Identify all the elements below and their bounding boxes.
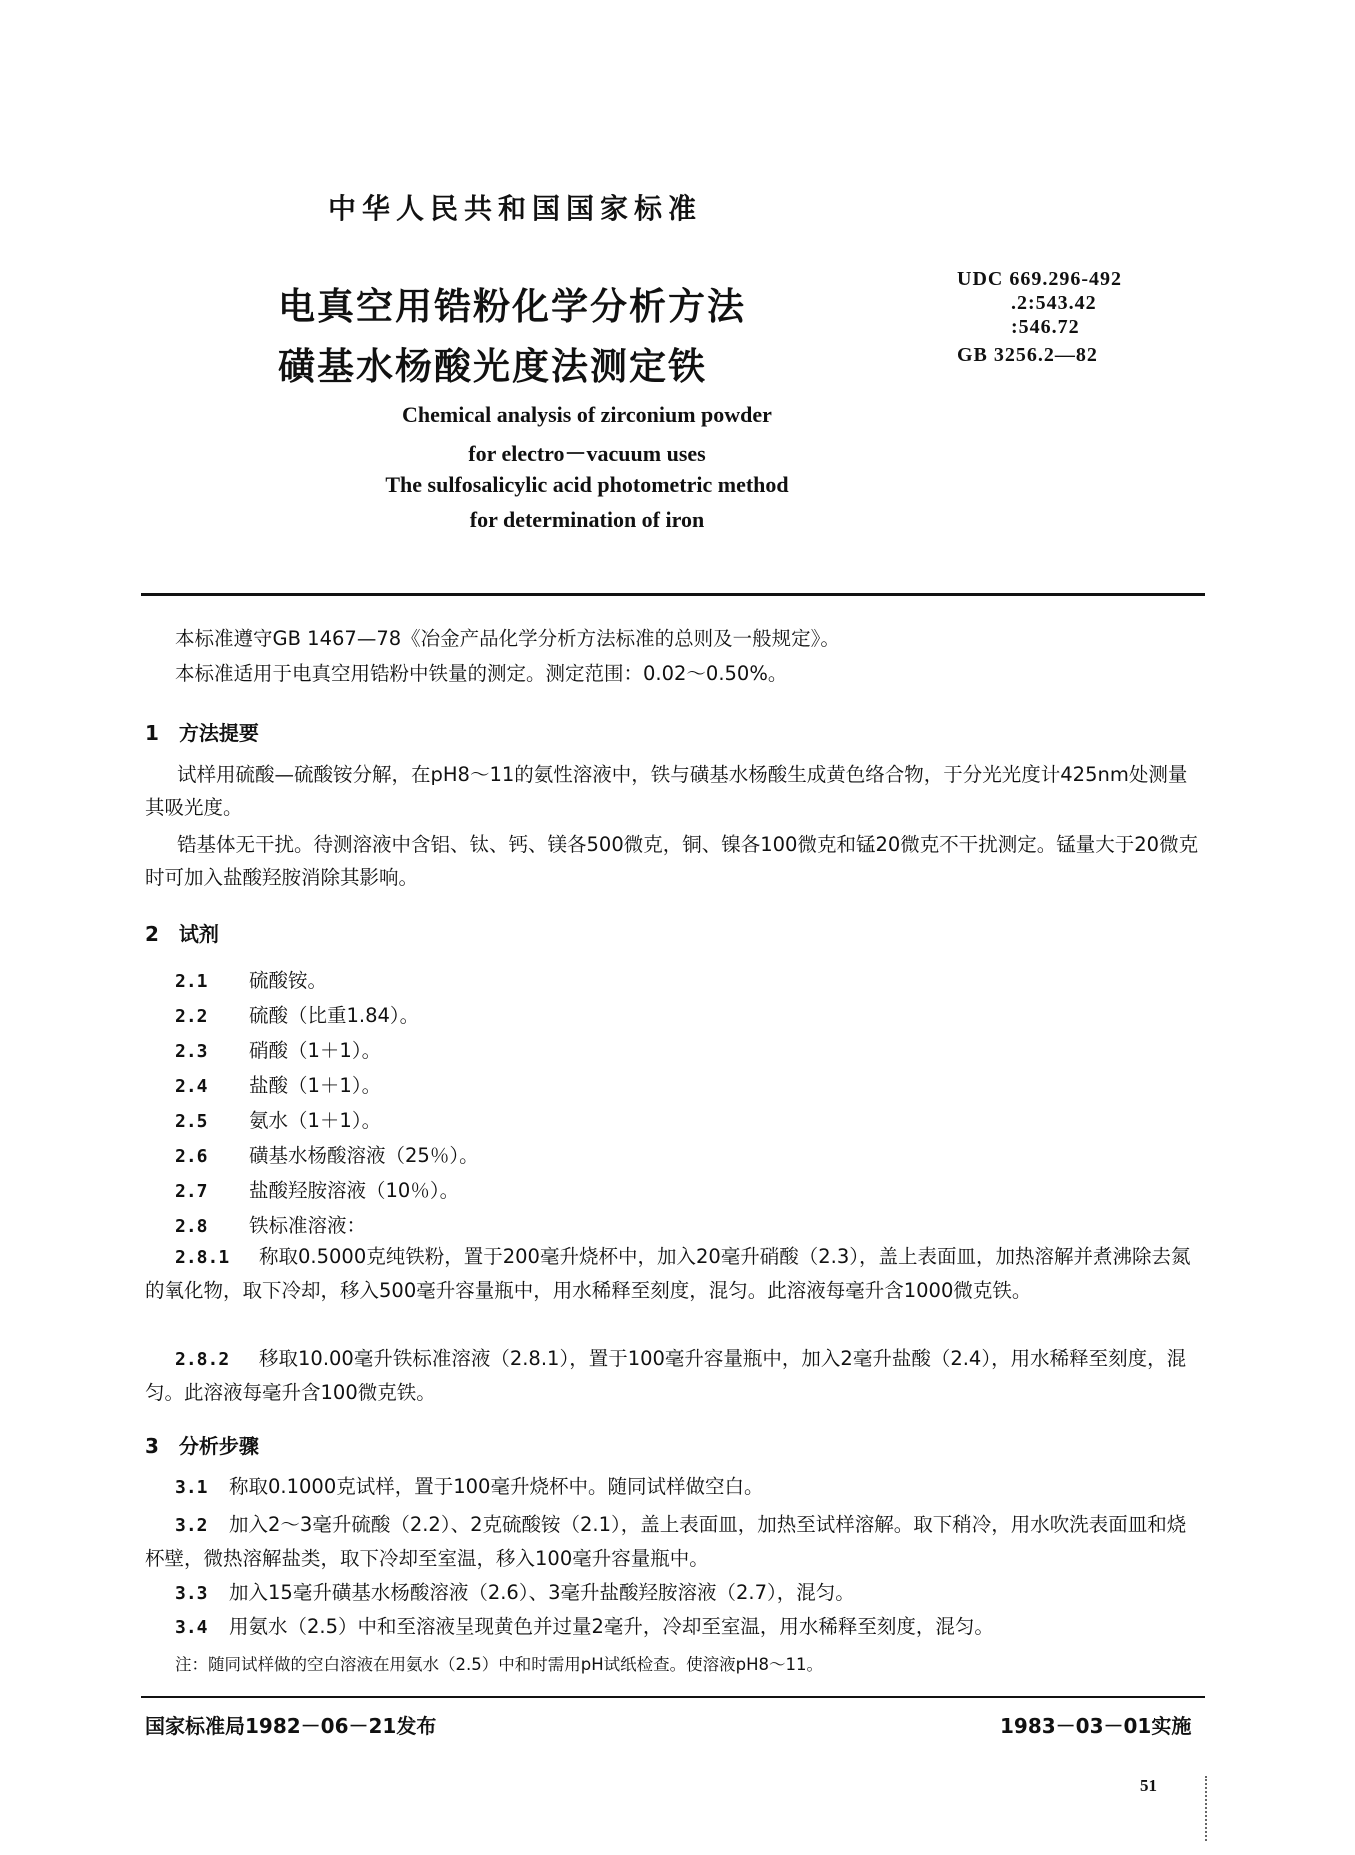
reagent-item (175, 965, 327, 993)
item-number: 2.4 (175, 1076, 208, 1097)
top-divider (141, 593, 1205, 596)
reagent-item (175, 1140, 479, 1168)
issue-date: 国家标准局1982－06－21发布 (145, 1714, 437, 1738)
note-text: 注：随同试样做的空白溶液在用氨水（2.5）中和时需用pH试纸检查。使溶液pH8～11。 (175, 1655, 823, 1674)
paragraph-text: 移取10.00毫升铁标准溶液（2.8.1），置于100毫升容量瓶中，加入2毫升盐酸（2.4），用水稀释至刻度，混匀。此溶液每毫升含100微克铁。 (145, 1347, 1187, 1404)
paragraph-2-8-2 (145, 1342, 1205, 1409)
document-header: 中华人民共和国国家标准 (328, 192, 703, 225)
item-number: 2.8 (175, 1216, 208, 1237)
item-text: 硝酸（1＋1）。 (249, 1039, 382, 1062)
reagent-item (175, 1210, 366, 1238)
title-en-line2: for electro－vacuum uses (468, 441, 706, 466)
item-text: 盐酸（1＋1）。 (249, 1074, 382, 1097)
item-number: 2.1 (175, 971, 208, 992)
intro-line1: 本标准遵守GB 1467—78《冶金产品化学分析方法标准的总则及一般规定》。 (175, 627, 840, 650)
section-1-para1: 试样用硫酸—硫酸铵分解，在pH8～11的氨性溶液中，铁与磺基水杨酸生成黄色络合物，于分光光度计425nm处测量其吸光度。 (145, 763, 1188, 819)
item-text: 磺基水杨酸溶液（25％）。 (249, 1144, 479, 1167)
section-1-para2: 锆基体无干扰。待测溶液中含铝、钛、钙、镁各500微克，铜、镍各100微克和锰20微克不干扰测定。锰量大于20微克时可加入盐酸羟胺消除其影响。 (145, 833, 1199, 889)
item-number: 2.5 (175, 1111, 208, 1132)
paragraph-text: 称取0.5000克纯铁粉，置于200毫升烧杯中，加入20毫升硝酸（2.3），盖上表面皿，加热溶解并煮沸除去氮的氧化物，取下冷却，移入500毫升容量瓶中，用水稀释至刻度，混匀。此溶液每毫升含1000微克铁。 (145, 1245, 1191, 1302)
step-number: 3.3 (175, 1583, 208, 1604)
item-number: 2.2 (175, 1006, 208, 1027)
item-text: 铁标准溶液： (249, 1214, 367, 1237)
step-number: 3.2 (175, 1515, 208, 1536)
item-text: 盐酸羟胺溶液（10％）。 (249, 1179, 460, 1202)
step-text: 加入2～3毫升硫酸（2.2）、2克硫酸铵（2.1），盖上表面皿，加热至试样溶解。取下稍冷，用水吹洗表面皿和烧杯壁，微热溶解盐类，取下冷却至室温，移入100毫升容量瓶中。 (145, 1513, 1187, 1570)
item-number: 2.7 (175, 1181, 208, 1202)
reagent-item (175, 1175, 459, 1203)
title-cn-line1: 电真空用锆粉化学分析方法 (278, 285, 746, 328)
step-number: 3.1 (175, 1477, 208, 1498)
item-text: 硫酸铵。 (249, 969, 328, 992)
reagent-item (175, 1000, 419, 1028)
item-text: 氨水（1＋1）。 (249, 1109, 382, 1132)
title-en-line4: for determination of iron (469, 507, 705, 532)
reagent-item (175, 1070, 381, 1098)
udc-code-line1: UDC 669.296-492 (957, 268, 1122, 290)
title-cn-line2: 磺基水杨酸光度法测定铁 (278, 345, 707, 388)
udc-code-line3: :546.72 (1011, 316, 1080, 338)
section-3-heading: 3 分析步骤 (145, 1434, 259, 1458)
step-text: 用氨水（2.5）中和至溶液呈现黄色并过量2毫升，冷却至室温，用水稀释至刻度，混匀。 (229, 1615, 994, 1638)
section-1-heading: 1 方法提要 (145, 721, 259, 745)
paragraph-number: 2.8.1 (175, 1247, 230, 1268)
reagent-item (175, 1105, 381, 1133)
paragraph-number: 2.8.2 (175, 1349, 230, 1370)
step-number: 3.4 (175, 1617, 208, 1638)
item-number: 2.3 (175, 1041, 208, 1062)
udc-code-line2: .2:543.42 (1011, 292, 1097, 314)
item-number: 2.6 (175, 1146, 208, 1167)
intro-line2: 本标准适用于电真空用锆粉中铁量的测定。测定范围：0.02～0.50%。 (175, 662, 788, 685)
reagent-item (175, 1035, 381, 1063)
bottom-divider (141, 1696, 1205, 1698)
title-en-line3: The sulfosalicylic acid photometric method (385, 472, 789, 497)
step-3-4 (145, 1610, 1205, 1644)
step-3-2 (145, 1508, 1205, 1575)
item-text: 硫酸（比重1.84）。 (249, 1004, 420, 1027)
step-text: 加入15毫升磺基水杨酸溶液（2.6）、3毫升盐酸羟胺溶液（2.7），混匀。 (229, 1581, 855, 1604)
paragraph-2-8-1 (145, 1240, 1205, 1307)
page-number: 51 (1140, 1776, 1157, 1795)
margin-dotted-line (1205, 1776, 1209, 1841)
title-en-line1: Chemical analysis of zirconium powder (402, 402, 772, 427)
section-2-heading: 2 试剂 (145, 922, 219, 946)
effective-date: 1983－03－01实施 (1000, 1714, 1192, 1738)
step-3-3 (145, 1576, 1205, 1610)
step-3-1 (145, 1470, 1205, 1504)
step-text: 称取0.1000克试样，置于100毫升烧杯中。随同试样做空白。 (229, 1475, 764, 1498)
gb-standard-code: GB 3256.2—82 (957, 344, 1098, 366)
